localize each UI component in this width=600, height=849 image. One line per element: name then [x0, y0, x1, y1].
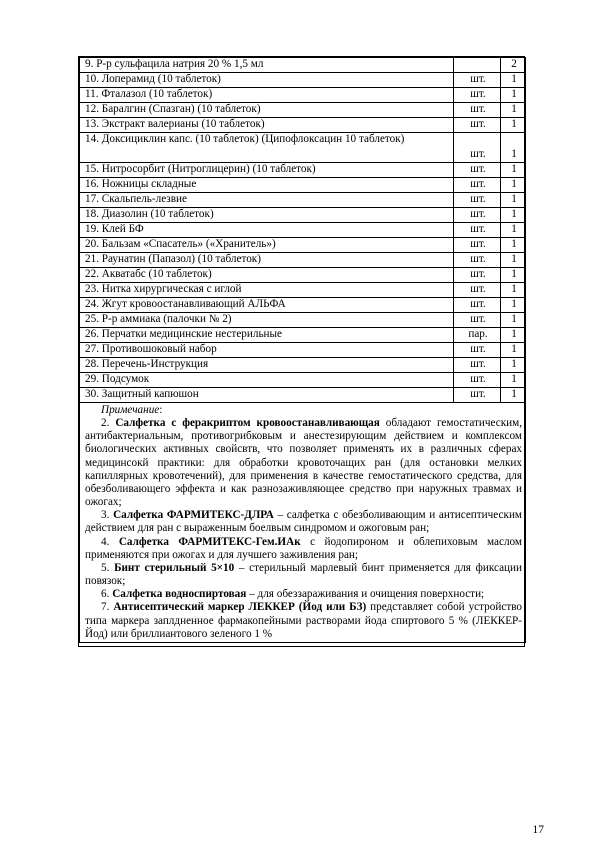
item-unit-cell: шт. — [454, 298, 501, 313]
frame-bottom-padding — [79, 643, 524, 646]
item-unit-cell: шт. — [454, 373, 501, 388]
item-name-cell: 23. Нитка хирургическая с иглой — [80, 283, 454, 298]
note-title: Бинт стерильный 5×10 — [114, 561, 235, 574]
equipment-items-table — [79, 57, 526, 643]
item-quantity-cell: 1 — [501, 223, 526, 238]
note-body: – для обеззараживания и очищения поверхности; — [246, 588, 485, 601]
notes-heading — [85, 404, 522, 417]
item-quantity-cell: 2 — [501, 58, 526, 73]
notes-heading-colon: : — [159, 404, 163, 416]
table-row — [80, 88, 526, 103]
item-unit-cell: шт. — [454, 133, 501, 163]
note-body: – салфетка с обезболивающим и антисептическим действием для ран с выраженным боелвым синдромом и ожоговым ран; — [85, 509, 523, 535]
table-row — [80, 328, 526, 343]
item-unit-cell: шт. — [454, 388, 501, 403]
table-row — [80, 193, 526, 208]
item-name-cell: 18. Диазолин (10 таблеток) — [80, 208, 454, 223]
item-name-cell: 22. Акватабс (10 таблеток) — [80, 268, 454, 283]
note-title: Антисептический маркер ЛЕККЕР (Йод или БЗ) — [113, 601, 367, 614]
item-quantity-cell: 1 — [501, 388, 526, 403]
item-unit-cell: шт. — [454, 253, 501, 268]
table-row — [80, 238, 526, 253]
item-quantity-cell: 1 — [501, 283, 526, 298]
note-paragraph — [85, 588, 522, 601]
table-row — [80, 133, 526, 163]
note-number: 7. — [101, 601, 110, 614]
item-quantity-cell: 1 — [501, 358, 526, 373]
item-name-cell: 12. Баралгин (Спазган) (10 таблеток) — [80, 103, 454, 118]
item-unit-cell: шт. — [454, 313, 501, 328]
note-body: представляет собой устройство типа маркера заплдненное фармакопейными растворами йода спиртового 5 % (ЛЕККЕР-Йод) или бриллиантового зеленого 1 % — [85, 601, 523, 640]
item-unit-cell: шт. — [454, 283, 501, 298]
note-title: Салфетка ФАРМИТЕКС-Гем.ИАк — [118, 535, 301, 548]
table-row — [80, 298, 526, 313]
item-quantity-cell: 1 — [501, 133, 526, 163]
note-title: Салфетка с феракриптом кровоостанавливающая — [115, 417, 380, 430]
note-number: 3. — [101, 509, 110, 522]
item-quantity-cell: 1 — [501, 343, 526, 358]
item-quantity-cell: 1 — [501, 313, 526, 328]
item-quantity-cell: 1 — [501, 193, 526, 208]
notes-row — [80, 403, 526, 643]
bordered-content-frame — [78, 56, 525, 647]
note-body: обладают гемостатическим, антибактериальным, противогрибковым и анестезирующим действием и комплексом биологических активных свойсвтв, что позволяет применять их в различных сферах медицинсокй практики: для обработки кровоточащих ран (для остановки мелких капиллярных кровотечений), для применения в качестве гемостатического средства, для обезболивающего эффекта и как разнозаживляющее средство при наружных травмах и ожогах; — [85, 417, 523, 509]
note-title: Салфетка ФАРМИТЕКС-ДЛРА — [113, 509, 274, 522]
item-name-cell: 13. Экстракт валерианы (10 таблеток) — [80, 118, 454, 133]
item-quantity-cell: 1 — [501, 328, 526, 343]
note-paragraph — [85, 417, 522, 509]
table-row — [80, 208, 526, 223]
notes-block — [85, 404, 522, 641]
item-quantity-cell: 1 — [501, 88, 526, 103]
item-quantity-cell: 1 — [501, 103, 526, 118]
table-row — [80, 388, 526, 403]
item-unit-cell: пар. — [454, 328, 501, 343]
item-name-cell: 20. Бальзам «Спасатель» («Хранитель») — [80, 238, 454, 253]
item-name-cell: 19. Клей БФ — [80, 223, 454, 238]
table-row — [80, 253, 526, 268]
item-quantity-cell: 1 — [501, 178, 526, 193]
table-row — [80, 58, 526, 73]
item-unit-cell: шт. — [454, 178, 501, 193]
table-row — [80, 343, 526, 358]
item-name-cell: 28. Перечень-Инструкция — [80, 358, 454, 373]
item-unit-cell: шт. — [454, 193, 501, 208]
note-number: 2. — [101, 417, 110, 430]
item-unit-cell: шт. — [454, 88, 501, 103]
note-paragraph — [85, 601, 522, 640]
note-number: 5. — [101, 561, 110, 574]
table-row — [80, 358, 526, 373]
item-quantity-cell: 1 — [501, 373, 526, 388]
note-title: Салфетка водноспиртовая — [112, 588, 247, 601]
item-unit-cell: шт. — [454, 268, 501, 283]
notes-cell — [80, 403, 526, 643]
item-name-cell: 16. Ножницы складные — [80, 178, 454, 193]
table-row — [80, 313, 526, 328]
page-number: 17 — [532, 824, 544, 836]
item-unit-cell — [454, 58, 501, 73]
item-name-cell: 30. Защитный капюшон — [80, 388, 454, 403]
item-name-cell: 21. Раунатин (Папазол) (10 таблеток) — [80, 253, 454, 268]
item-unit-cell: шт. — [454, 118, 501, 133]
note-paragraph — [85, 509, 522, 535]
note-paragraph — [85, 536, 522, 562]
table-row — [80, 73, 526, 88]
item-unit-cell: шт. — [454, 223, 501, 238]
item-unit-cell: шт. — [454, 358, 501, 373]
item-name-cell: 10. Лоперамид (10 таблеток) — [80, 73, 454, 88]
item-quantity-cell: 1 — [501, 253, 526, 268]
item-quantity-cell: 1 — [501, 268, 526, 283]
table-row — [80, 283, 526, 298]
item-quantity-cell: 1 — [501, 208, 526, 223]
item-quantity-cell: 1 — [501, 118, 526, 133]
note-body: – стерильный марлевый бинт применяется для фиксации повязок; — [85, 561, 523, 588]
item-unit-cell: шт. — [454, 238, 501, 253]
item-name-cell: 29. Подсумок — [80, 373, 454, 388]
table-footer-notes — [80, 403, 526, 643]
notes-heading-text: Примечание — [101, 404, 160, 416]
item-unit-cell: шт. — [454, 163, 501, 178]
item-unit-cell: шт. — [454, 208, 501, 223]
table-row — [80, 118, 526, 133]
item-unit-cell: шт. — [454, 73, 501, 88]
item-quantity-cell: 1 — [501, 163, 526, 178]
item-name-cell: 24. Жгут кровоостанавливающий АЛЬФА — [80, 298, 454, 313]
note-paragraph — [85, 562, 522, 588]
item-quantity-cell: 1 — [501, 238, 526, 253]
item-name-cell: 26. Перчатки медицинские нестерильные — [80, 328, 454, 343]
item-name-cell: 14. Доксициклин капс. (10 таблеток) (Ципофлоксацин 10 таблеток) — [80, 133, 454, 163]
table-row — [80, 373, 526, 388]
item-name-cell: 27. Противошоковый набор — [80, 343, 454, 358]
item-name-cell: 11. Фталазол (10 таблеток) — [80, 88, 454, 103]
table-row — [80, 103, 526, 118]
item-name-cell: 17. Скальпель-лезвие — [80, 193, 454, 208]
table-row — [80, 223, 526, 238]
item-unit-cell: шт. — [454, 343, 501, 358]
table-row — [80, 268, 526, 283]
note-number: 6. — [101, 588, 110, 601]
item-quantity-cell: 1 — [501, 298, 526, 313]
table-row — [80, 163, 526, 178]
item-name-cell: 15. Нитросорбит (Нитроглицерин) (10 таблеток) — [80, 163, 454, 178]
note-body: с йодопироном и облепиховым маслом применяются при ожогах и для лучшего заживления ран; — [85, 535, 522, 561]
item-name-cell: 25. Р-р аммиака (палочки № 2) — [80, 313, 454, 328]
table-body — [80, 58, 526, 403]
item-unit-cell: шт. — [454, 103, 501, 118]
note-number: 4. — [101, 535, 110, 548]
table-row — [80, 178, 526, 193]
item-quantity-cell: 1 — [501, 73, 526, 88]
item-name-cell: 9. Р-р сульфацила натрия 20 % 1,5 мл — [80, 58, 454, 73]
